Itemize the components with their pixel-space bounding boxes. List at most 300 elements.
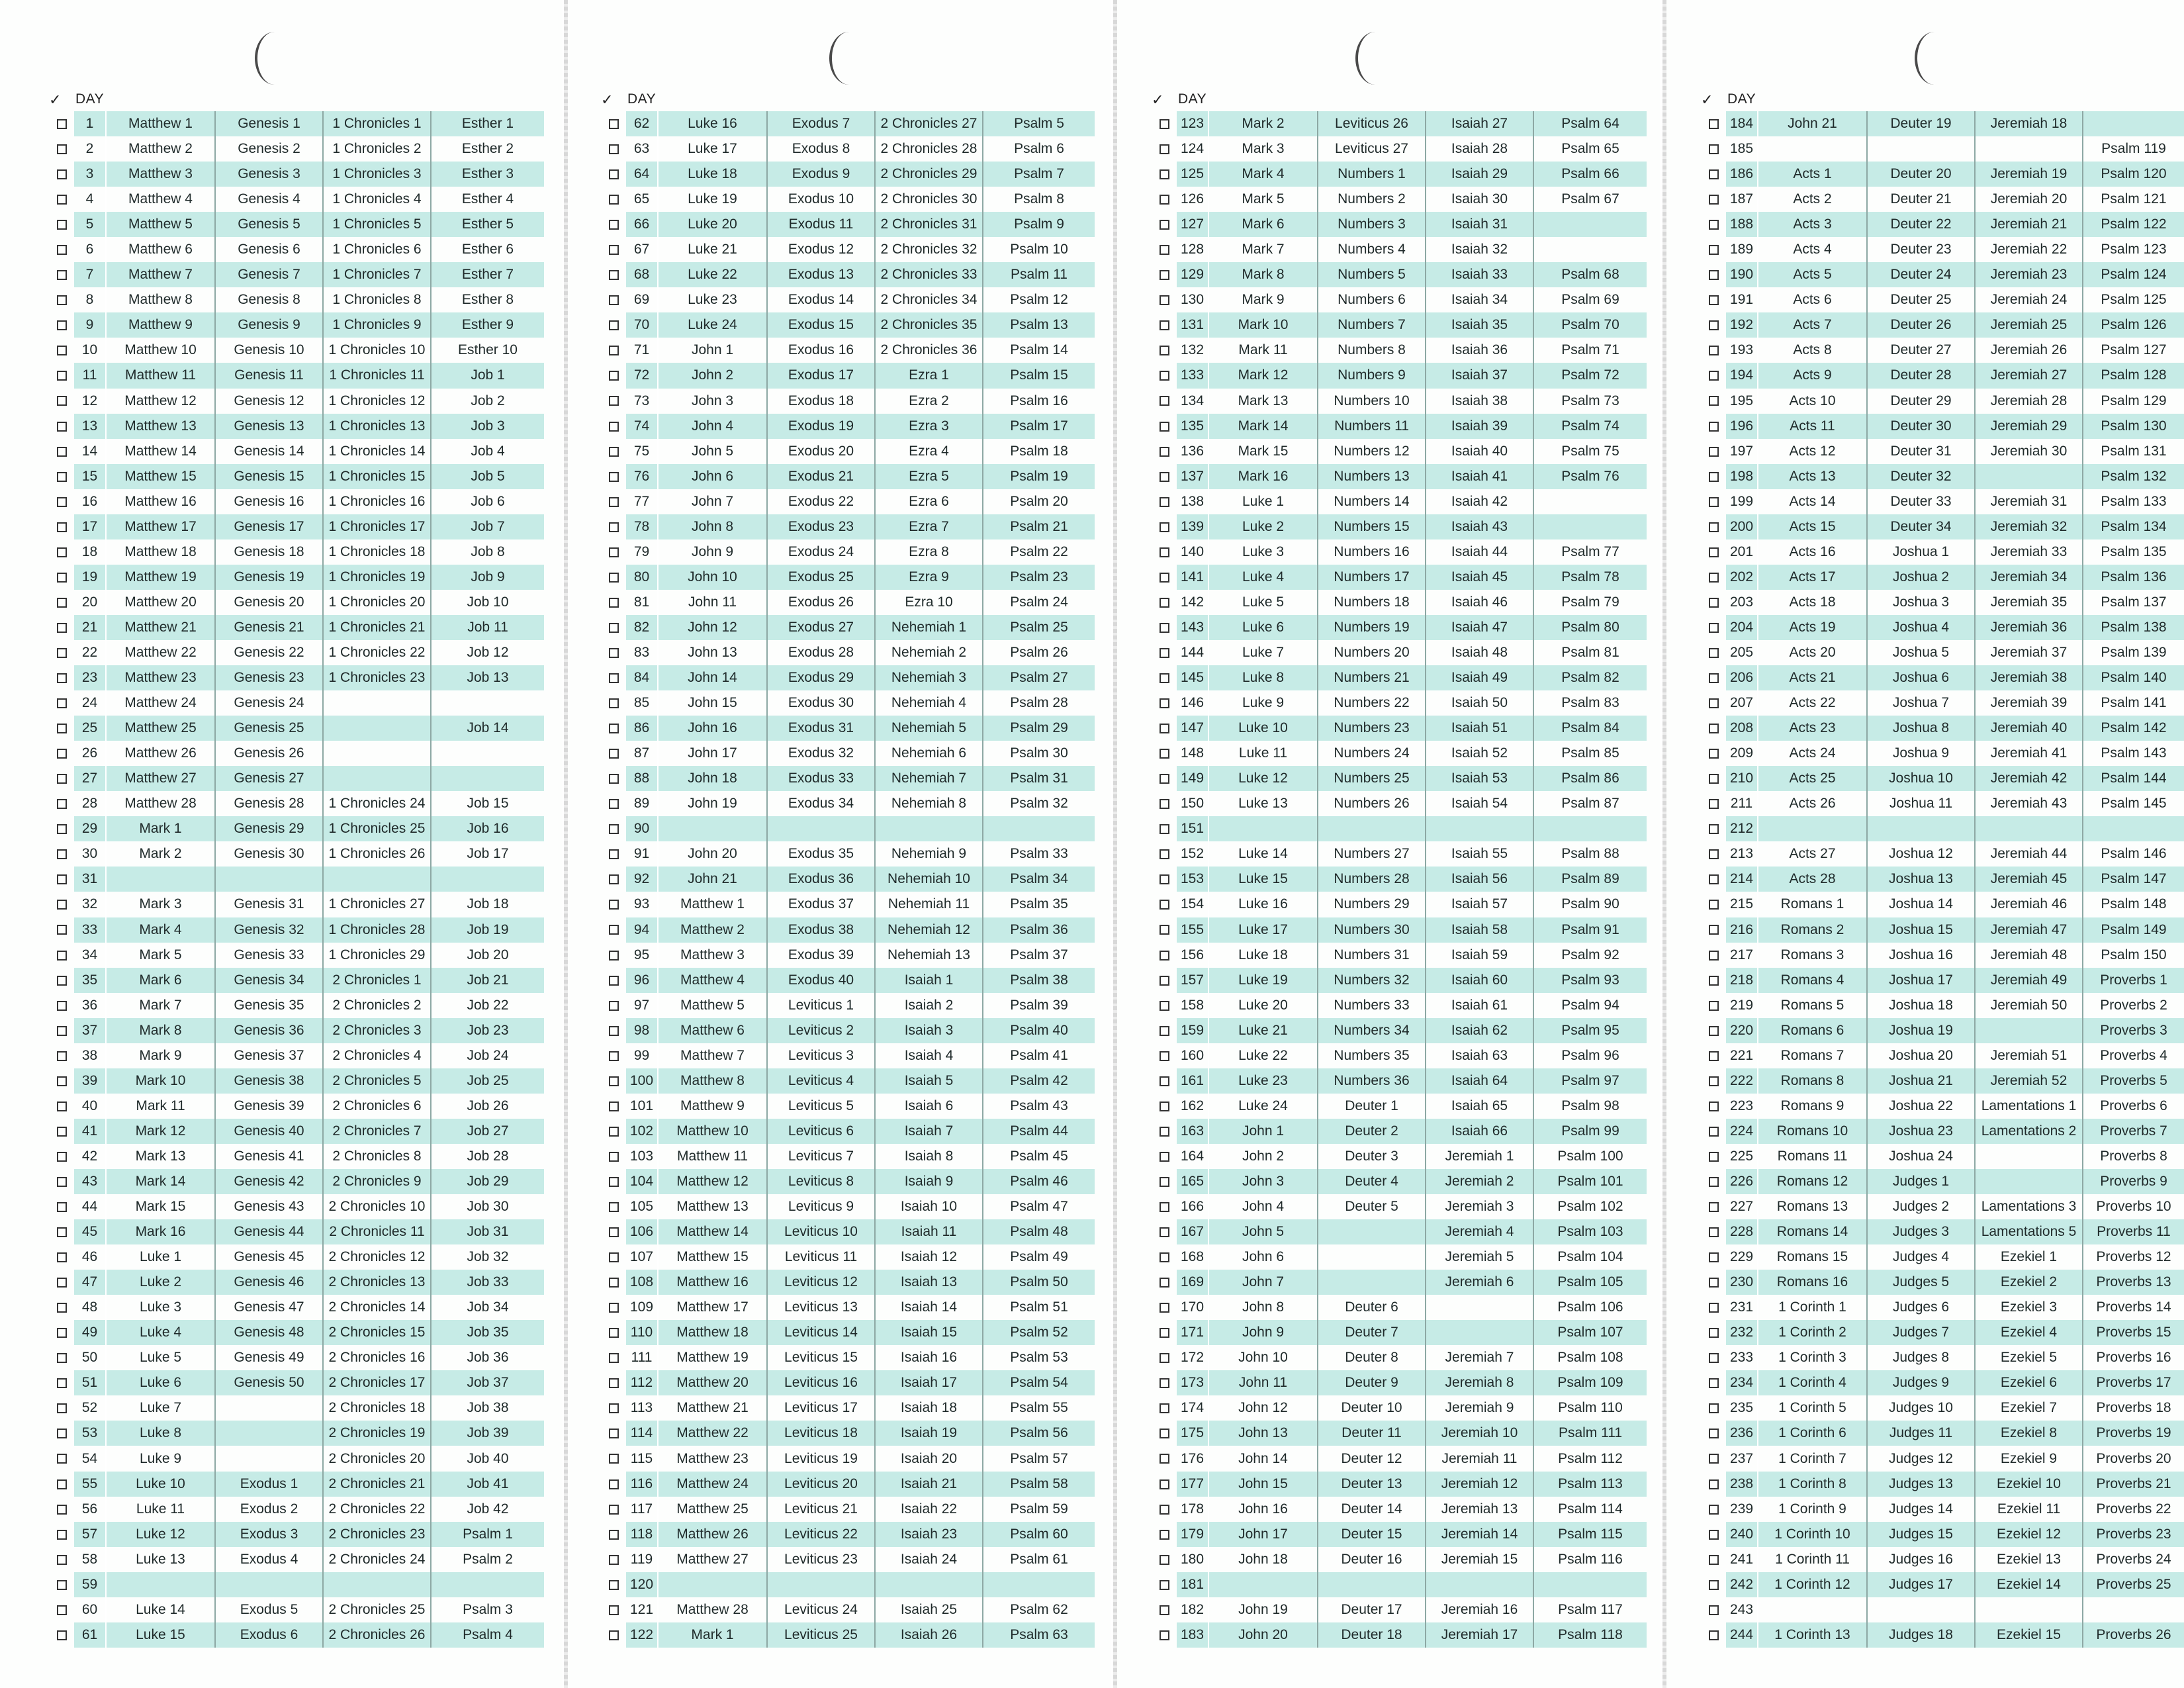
day-checkbox[interactable] <box>57 1001 67 1011</box>
day-checkbox[interactable] <box>1160 1227 1169 1237</box>
day-checkbox[interactable] <box>1160 295 1169 305</box>
reading-wisdom: Psalm 21 <box>983 514 1095 539</box>
day-checkbox[interactable] <box>57 1127 67 1137</box>
day-checkbox[interactable] <box>609 1177 619 1187</box>
reading-ot-1: Exodus 4 <box>215 1547 323 1572</box>
day-checkbox[interactable] <box>1160 749 1169 759</box>
reading-ot-1 <box>1318 1219 1426 1244</box>
day-checkbox[interactable] <box>1160 119 1169 129</box>
day-checkbox[interactable] <box>609 547 619 557</box>
day-checkbox[interactable] <box>57 874 67 884</box>
day-checkbox[interactable] <box>1709 1177 1719 1187</box>
day-checkbox[interactable] <box>1160 169 1169 179</box>
day-checkbox[interactable] <box>57 1227 67 1237</box>
day-checkbox[interactable] <box>609 295 619 305</box>
day-checkbox[interactable] <box>609 371 619 381</box>
day-checkbox[interactable] <box>609 1429 619 1438</box>
table-row <box>49 665 544 690</box>
day-checkbox[interactable] <box>1709 270 1719 280</box>
day-checkbox[interactable] <box>1160 1252 1169 1262</box>
day-checkbox[interactable] <box>1709 724 1719 733</box>
day-checkbox[interactable] <box>57 346 67 355</box>
day-checkbox[interactable] <box>609 1630 619 1640</box>
day-checkbox[interactable] <box>1709 925 1719 935</box>
day-checkbox[interactable] <box>1709 119 1719 129</box>
reading-ot-1 <box>215 1421 323 1446</box>
day-checkbox[interactable] <box>1709 371 1719 381</box>
day-number: 175 <box>1177 1421 1208 1446</box>
day-checkbox[interactable] <box>1709 824 1719 834</box>
day-checkbox[interactable] <box>1160 1403 1169 1413</box>
day-checkbox[interactable] <box>609 1605 619 1615</box>
day-checkbox[interactable] <box>57 1303 67 1313</box>
day-checkbox[interactable] <box>609 1127 619 1137</box>
day-checkbox[interactable] <box>1160 1454 1169 1464</box>
day-checkbox[interactable] <box>57 900 67 910</box>
day-checkbox[interactable] <box>1160 1429 1169 1438</box>
reading-ot-2: 1 Chronicles 28 <box>323 917 431 943</box>
day-checkbox[interactable] <box>609 447 619 457</box>
day-checkbox[interactable] <box>1709 295 1719 305</box>
day-checkbox[interactable] <box>1160 1001 1169 1011</box>
day-checkbox[interactable] <box>1709 1252 1719 1262</box>
day-checkbox[interactable] <box>57 1580 67 1590</box>
day-checkbox[interactable] <box>1160 648 1169 658</box>
day-checkbox[interactable] <box>1160 1127 1169 1137</box>
day-checkbox[interactable] <box>1709 849 1719 859</box>
day-checkbox[interactable] <box>57 1403 67 1413</box>
day-checkbox[interactable] <box>1709 1102 1719 1111</box>
day-checkbox[interactable] <box>1160 1580 1169 1590</box>
day-number: 80 <box>626 565 658 590</box>
day-checkbox-cell <box>601 741 626 766</box>
reading-nt: Mark 14 <box>1208 414 1318 439</box>
day-number: 67 <box>626 237 658 262</box>
day-checkbox[interactable] <box>57 1202 67 1212</box>
day-checkbox[interactable] <box>1709 1076 1719 1086</box>
day-checkbox[interactable] <box>609 220 619 230</box>
day-checkbox[interactable] <box>1709 1479 1719 1489</box>
day-checkbox[interactable] <box>1709 1403 1719 1413</box>
reading-wisdom: Psalm 102 <box>1557 1199 1623 1215</box>
reading-nt: Matthew 13 <box>106 414 215 439</box>
day-checkbox[interactable] <box>57 547 67 557</box>
day-checkbox[interactable] <box>1160 900 1169 910</box>
day-checkbox[interactable] <box>609 749 619 759</box>
day-checkbox[interactable] <box>609 849 619 859</box>
day-number: 210 <box>1726 766 1758 791</box>
day-checkbox[interactable] <box>1709 195 1719 205</box>
day-checkbox[interactable] <box>57 573 67 583</box>
day-checkbox[interactable] <box>57 799 67 809</box>
day-checkbox[interactable] <box>57 447 67 457</box>
day-checkbox[interactable] <box>1709 1227 1719 1237</box>
day-checkbox[interactable] <box>1160 1278 1169 1288</box>
day-checkbox[interactable] <box>1709 623 1719 633</box>
day-checkbox[interactable] <box>609 144 619 154</box>
reading-ot-2: Jeremiah 51 <box>1975 1043 2083 1068</box>
day-checkbox[interactable] <box>1709 1026 1719 1036</box>
day-checkbox[interactable] <box>1160 144 1169 154</box>
day-checkbox[interactable] <box>1709 1328 1719 1338</box>
day-checkbox[interactable] <box>57 976 67 986</box>
reading-wisdom: Psalm 36 <box>983 917 1095 943</box>
day-checkbox[interactable] <box>609 623 619 633</box>
day-checkbox[interactable] <box>609 774 619 784</box>
day-checkbox[interactable] <box>57 824 67 834</box>
day-checkbox[interactable] <box>57 1630 67 1640</box>
day-checkbox[interactable] <box>57 522 67 532</box>
day-checkbox-cell <box>1152 943 1177 968</box>
day-checkbox[interactable] <box>609 1328 619 1338</box>
day-checkbox[interactable] <box>1160 874 1169 884</box>
day-checkbox[interactable] <box>1160 1530 1169 1540</box>
day-checkbox[interactable] <box>1160 1353 1169 1363</box>
reading-nt: Mark 3 <box>1208 136 1318 162</box>
day-checkbox[interactable] <box>57 245 67 255</box>
day-checkbox[interactable] <box>57 1177 67 1187</box>
day-checkbox[interactable] <box>609 1001 619 1011</box>
day-checkbox[interactable] <box>1160 220 1169 230</box>
day-checkbox[interactable] <box>1160 849 1169 859</box>
day-checkbox[interactable] <box>1160 270 1169 280</box>
day-checkbox[interactable] <box>57 749 67 759</box>
reading-ot-2: Isaiah 54 <box>1426 791 1533 816</box>
day-checkbox[interactable] <box>57 1252 67 1262</box>
day-checkbox[interactable] <box>609 1102 619 1111</box>
day-checkbox[interactable] <box>609 497 619 507</box>
day-checkbox[interactable] <box>1709 1278 1719 1288</box>
day-checkbox-cell <box>49 489 74 514</box>
day-checkbox[interactable] <box>1709 144 1719 154</box>
day-checkbox[interactable] <box>1709 1378 1719 1388</box>
day-checkbox[interactable] <box>1160 1026 1169 1036</box>
day-checkbox[interactable] <box>1160 346 1169 355</box>
day-checkbox[interactable] <box>1709 1555 1719 1565</box>
day-checkbox[interactable] <box>1709 573 1719 583</box>
table-row <box>1701 1446 2184 1471</box>
day-checkbox[interactable] <box>609 195 619 205</box>
day-checkbox[interactable] <box>1160 925 1169 935</box>
day-checkbox[interactable] <box>609 1076 619 1086</box>
day-checkbox[interactable] <box>609 270 619 280</box>
day-checkbox[interactable] <box>57 1026 67 1036</box>
day-checkbox[interactable] <box>1160 1303 1169 1313</box>
day-checkbox[interactable] <box>57 951 67 961</box>
reading-ot-1: Leviticus 7 <box>767 1144 875 1169</box>
day-checkbox[interactable] <box>1709 1303 1719 1313</box>
day-checkbox[interactable] <box>57 925 67 935</box>
day-checkbox[interactable] <box>609 1353 619 1363</box>
day-checkbox[interactable] <box>1709 497 1719 507</box>
day-number: 141 <box>1177 565 1208 590</box>
day-checkbox[interactable] <box>57 119 67 129</box>
day-checkbox[interactable] <box>609 799 619 809</box>
day-checkbox[interactable] <box>1160 371 1169 381</box>
day-checkbox[interactable] <box>1160 472 1169 482</box>
day-checkbox[interactable] <box>57 270 67 280</box>
day-checkbox[interactable] <box>1709 547 1719 557</box>
reading-ot-1: Exodus 32 <box>767 741 875 766</box>
day-checkbox[interactable] <box>1709 900 1719 910</box>
day-checkbox[interactable] <box>1160 724 1169 733</box>
reading-wisdom: Psalm 52 <box>983 1320 1095 1345</box>
day-checkbox[interactable] <box>1709 320 1719 330</box>
day-checkbox[interactable] <box>57 320 67 330</box>
day-checkbox[interactable] <box>609 598 619 608</box>
day-checkbox[interactable] <box>1160 320 1169 330</box>
day-checkbox[interactable] <box>1160 547 1169 557</box>
day-number: 78 <box>626 514 658 539</box>
day-checkbox[interactable] <box>57 144 67 154</box>
day-checkbox[interactable] <box>57 1353 67 1363</box>
day-checkbox[interactable] <box>609 1403 619 1413</box>
day-checkbox[interactable] <box>57 1479 67 1489</box>
day-checkbox[interactable] <box>1160 1378 1169 1388</box>
day-checkbox[interactable] <box>1160 799 1169 809</box>
day-checkbox[interactable] <box>1160 1051 1169 1061</box>
day-checkbox[interactable] <box>1709 346 1719 355</box>
day-checkbox[interactable] <box>57 497 67 507</box>
day-checkbox[interactable] <box>1709 698 1719 708</box>
day-checkbox[interactable] <box>57 1278 67 1288</box>
day-checkbox[interactable] <box>1709 472 1719 482</box>
reading-wisdom <box>431 1572 544 1597</box>
day-checkbox[interactable] <box>1709 1051 1719 1061</box>
day-checkbox[interactable] <box>1709 598 1719 608</box>
day-checkbox[interactable] <box>609 648 619 658</box>
day-checkbox[interactable] <box>609 698 619 708</box>
day-checkbox[interactable] <box>57 598 67 608</box>
day-checkbox[interactable] <box>57 1555 67 1565</box>
reading-nt: Romans 5 <box>1758 993 1867 1018</box>
day-checkbox[interactable] <box>1160 598 1169 608</box>
day-checkbox[interactable] <box>57 849 67 859</box>
day-checkbox[interactable] <box>57 1076 67 1086</box>
day-checkbox[interactable] <box>1160 1479 1169 1489</box>
day-checkbox[interactable] <box>57 673 67 683</box>
day-checkbox[interactable] <box>1709 673 1719 683</box>
day-checkbox[interactable] <box>1160 1328 1169 1338</box>
day-checkbox[interactable] <box>1160 522 1169 532</box>
day-checkbox[interactable] <box>609 1227 619 1237</box>
day-checkbox[interactable] <box>609 824 619 834</box>
day-checkbox[interactable] <box>57 195 67 205</box>
day-checkbox[interactable] <box>1160 774 1169 784</box>
day-checkbox[interactable] <box>609 1530 619 1540</box>
day-checkbox[interactable] <box>1160 1076 1169 1086</box>
reading-wisdom: Job 17 <box>467 846 509 862</box>
day-checkbox[interactable] <box>57 220 67 230</box>
day-checkbox[interactable] <box>57 698 67 708</box>
day-checkbox[interactable] <box>1160 1102 1169 1111</box>
day-checkbox[interactable] <box>1709 522 1719 532</box>
day-checkbox[interactable] <box>1709 245 1719 255</box>
day-checkbox[interactable] <box>1160 1177 1169 1187</box>
day-checkbox[interactable] <box>1160 673 1169 683</box>
day-checkbox[interactable] <box>1709 1152 1719 1162</box>
day-checkbox[interactable] <box>57 1605 67 1615</box>
day-checkbox[interactable] <box>609 169 619 179</box>
day-checkbox[interactable] <box>609 724 619 733</box>
day-checkbox[interactable] <box>57 1328 67 1338</box>
day-checkbox[interactable] <box>1709 1630 1719 1640</box>
reading-ot-1: Genesis 46 <box>215 1270 323 1295</box>
day-checkbox[interactable] <box>1160 422 1169 432</box>
table-row <box>49 943 544 968</box>
day-checkbox[interactable] <box>57 295 67 305</box>
day-checkbox[interactable] <box>1160 1202 1169 1212</box>
day-checkbox[interactable] <box>57 1454 67 1464</box>
day-checkbox[interactable] <box>609 1202 619 1212</box>
day-checkbox[interactable] <box>1709 220 1719 230</box>
day-checkbox[interactable] <box>609 900 619 910</box>
day-checkbox[interactable] <box>1709 774 1719 784</box>
reading-ot-1: Exodus 16 <box>767 338 875 363</box>
day-checkbox[interactable] <box>1709 1530 1719 1540</box>
day-number: 176 <box>1177 1446 1208 1471</box>
reading-ot-2: Ezra 3 <box>875 414 983 439</box>
day-checkbox[interactable] <box>1160 1630 1169 1640</box>
reading-ot-2: Ezekiel 3 <box>1975 1295 2083 1320</box>
day-checkbox[interactable] <box>57 623 67 633</box>
day-checkbox[interactable] <box>57 1378 67 1388</box>
day-checkbox[interactable] <box>1709 169 1719 179</box>
day-checkbox[interactable] <box>1709 1580 1719 1590</box>
day-number: 188 <box>1726 212 1758 237</box>
reading-wisdom: Psalm 118 <box>1533 1622 1647 1648</box>
reading-ot-1: Exodus 30 <box>767 690 875 716</box>
day-checkbox[interactable] <box>609 119 619 129</box>
day-checkbox[interactable] <box>1160 698 1169 708</box>
day-checkbox[interactable] <box>57 724 67 733</box>
reading-wisdom: Psalm 128 <box>2083 363 2184 388</box>
day-checkbox[interactable] <box>609 1026 619 1036</box>
day-checkbox-cell <box>1701 841 1726 867</box>
day-checkbox[interactable] <box>1160 573 1169 583</box>
reading-nt: Mark 16 <box>1208 464 1318 489</box>
day-checkbox[interactable] <box>1709 1454 1719 1464</box>
day-checkbox[interactable] <box>1709 749 1719 759</box>
reading-wisdom: Psalm 82 <box>1533 665 1647 690</box>
day-checkbox[interactable] <box>1160 976 1169 986</box>
day-checkbox[interactable] <box>609 1051 619 1061</box>
day-checkbox[interactable] <box>609 346 619 355</box>
reading-nt: Luke 23 <box>658 287 767 312</box>
day-checkbox[interactable] <box>1709 874 1719 884</box>
day-checkbox[interactable] <box>1709 976 1719 986</box>
day-checkbox[interactable] <box>1709 799 1719 809</box>
day-checkbox[interactable] <box>1160 1505 1169 1515</box>
day-checkbox[interactable] <box>609 522 619 532</box>
day-checkbox[interactable] <box>1709 648 1719 658</box>
day-checkbox[interactable] <box>57 1505 67 1515</box>
day-checkbox[interactable] <box>609 673 619 683</box>
day-checkbox[interactable] <box>1160 195 1169 205</box>
reading-ot-1: Leviticus 5 <box>767 1094 875 1119</box>
reading-nt: Luke 24 <box>658 312 767 338</box>
day-checkbox[interactable] <box>1160 245 1169 255</box>
day-checkbox[interactable] <box>57 1429 67 1438</box>
day-checkbox[interactable] <box>1709 1605 1719 1615</box>
day-checkbox[interactable] <box>57 1530 67 1540</box>
reading-ot-1: Exodus 3 <box>215 1522 323 1547</box>
day-checkbox[interactable] <box>1160 824 1169 834</box>
day-checkbox[interactable] <box>57 169 67 179</box>
day-checkbox[interactable] <box>609 1454 619 1464</box>
table-row <box>1701 640 2184 665</box>
day-checkbox[interactable] <box>609 874 619 884</box>
reading-nt <box>106 867 215 892</box>
day-number: 119 <box>626 1547 658 1572</box>
day-checkbox[interactable] <box>609 1252 619 1262</box>
day-checkbox[interactable] <box>1160 447 1169 457</box>
day-checkbox[interactable] <box>57 396 67 406</box>
day-checkbox[interactable] <box>609 1580 619 1590</box>
day-checkbox[interactable] <box>1709 447 1719 457</box>
day-checkbox[interactable] <box>1160 497 1169 507</box>
day-checkbox[interactable] <box>1160 623 1169 633</box>
day-checkbox[interactable] <box>609 951 619 961</box>
day-checkbox[interactable] <box>57 774 67 784</box>
day-checkbox[interactable] <box>609 396 619 406</box>
day-checkbox-cell <box>1152 1068 1177 1094</box>
day-checkbox[interactable] <box>57 1102 67 1111</box>
day-checkbox[interactable] <box>609 472 619 482</box>
day-checkbox[interactable] <box>1160 1555 1169 1565</box>
reading-nt: Acts 15 <box>1758 514 1867 539</box>
day-checkbox[interactable] <box>57 472 67 482</box>
day-checkbox[interactable] <box>609 320 619 330</box>
day-checkbox[interactable] <box>57 1152 67 1162</box>
day-checkbox[interactable] <box>1709 1429 1719 1438</box>
day-checkbox[interactable] <box>1709 1505 1719 1515</box>
day-checkbox[interactable] <box>1709 1001 1719 1011</box>
day-checkbox[interactable] <box>609 1479 619 1489</box>
table-row <box>49 716 544 741</box>
day-checkbox[interactable] <box>57 648 67 658</box>
day-checkbox[interactable] <box>609 422 619 432</box>
day-checkbox[interactable] <box>1709 422 1719 432</box>
day-checkbox[interactable] <box>609 1505 619 1515</box>
day-checkbox[interactable] <box>1709 951 1719 961</box>
day-checkbox[interactable] <box>609 1378 619 1388</box>
day-checkbox[interactable] <box>57 371 67 381</box>
day-checkbox[interactable] <box>1160 951 1169 961</box>
day-checkbox[interactable] <box>1160 1152 1169 1162</box>
day-checkbox[interactable] <box>609 245 619 255</box>
reading-wisdom: Psalm 5 <box>983 111 1095 136</box>
day-checkbox[interactable] <box>609 1152 619 1162</box>
day-checkbox[interactable] <box>609 925 619 935</box>
day-checkbox[interactable] <box>1160 396 1169 406</box>
day-checkbox[interactable] <box>57 422 67 432</box>
day-checkbox[interactable] <box>1709 1353 1719 1363</box>
day-checkbox[interactable] <box>609 573 619 583</box>
day-checkbox[interactable] <box>609 1555 619 1565</box>
day-checkbox[interactable] <box>1709 396 1719 406</box>
day-checkbox-cell <box>601 312 626 338</box>
day-checkbox[interactable] <box>1709 1127 1719 1137</box>
reading-wisdom: Psalm 53 <box>1010 1350 1068 1366</box>
reading-ot-2: Isaiah 50 <box>1426 690 1533 716</box>
day-checkbox[interactable] <box>57 1051 67 1061</box>
day-checkbox[interactable] <box>1160 1605 1169 1615</box>
day-checkbox[interactable] <box>609 976 619 986</box>
day-checkbox[interactable] <box>609 1303 619 1313</box>
day-checkbox[interactable] <box>609 1278 619 1288</box>
day-checkbox[interactable] <box>1709 1202 1719 1212</box>
